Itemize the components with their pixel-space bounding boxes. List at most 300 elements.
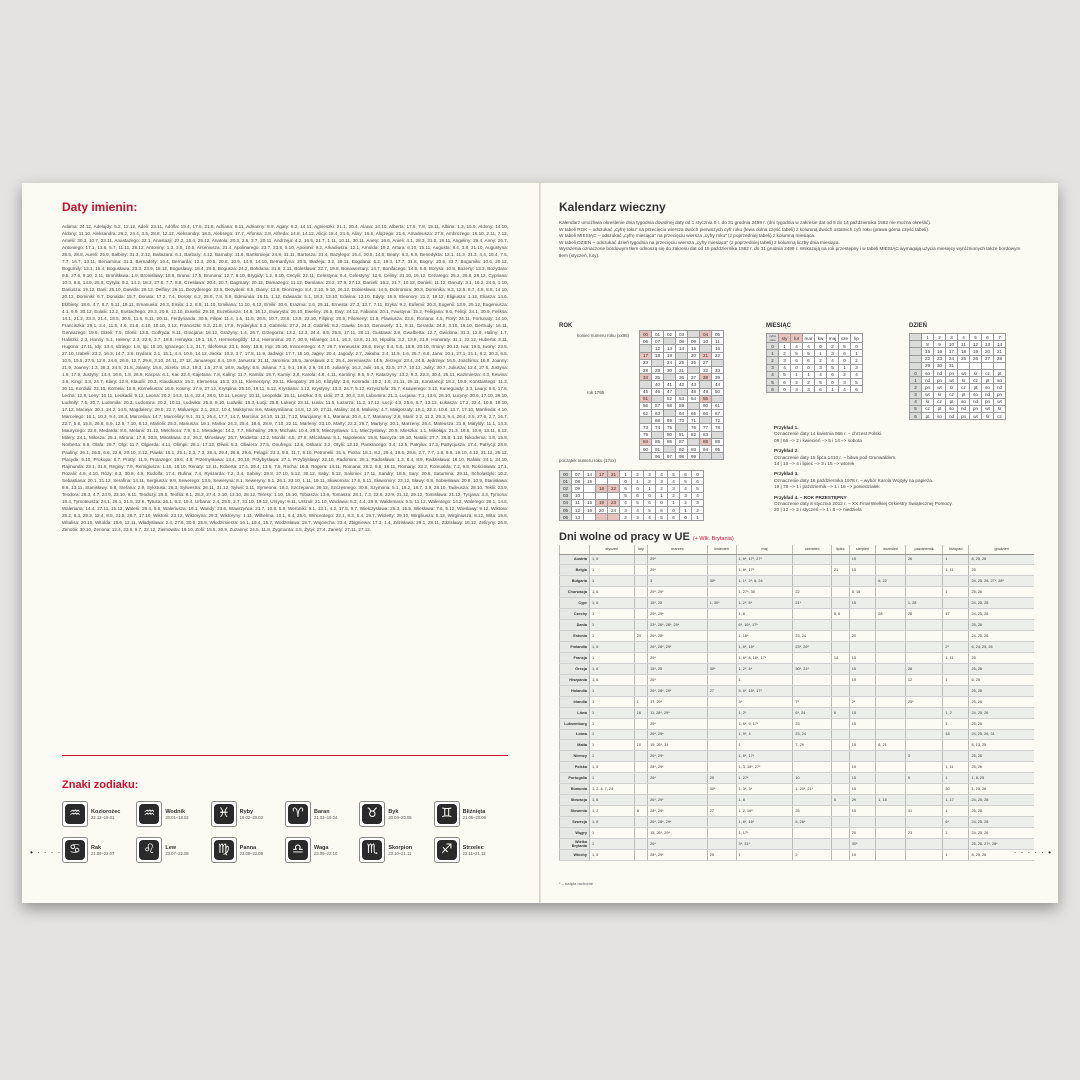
table-cell <box>831 620 849 631</box>
table-cell: 1, 8 <box>736 609 793 620</box>
table-cell: 16 <box>712 345 724 352</box>
table-cell: 69 <box>664 417 676 424</box>
table-cell <box>905 642 942 653</box>
table-cell: 60 <box>700 402 712 409</box>
table-cell <box>876 587 906 598</box>
gemini-icon: ♊ <box>437 804 457 824</box>
table-cell <box>634 587 647 598</box>
table-cell: 57 <box>652 402 664 409</box>
table-cell: 30* <box>849 838 876 849</box>
sagittarius-icon: ♐ <box>437 840 457 860</box>
table-cell: 8, 25, 26 <box>969 849 1034 860</box>
table-cell <box>876 652 906 663</box>
table-cell: 44 <box>712 381 724 388</box>
table-cell: 24 <box>634 631 647 642</box>
table-cell: 8, 21 <box>876 740 906 751</box>
table-cell <box>688 438 700 445</box>
table-row <box>767 371 863 378</box>
table-cell: 29* <box>648 652 708 663</box>
table-cell: 24 <box>946 355 958 362</box>
table-cell: 97 <box>664 453 676 460</box>
table-cell <box>910 355 922 362</box>
table-cell: 25 <box>793 806 831 817</box>
country-name: Rumunia <box>560 784 590 795</box>
zodiac-name: Rak <box>91 844 102 851</box>
name-days-title: Daty imienin: <box>62 200 138 214</box>
country-name: Czechy <box>560 609 590 620</box>
table-cell <box>831 587 849 598</box>
table-header-row <box>560 545 1035 554</box>
table-cell: 56 <box>640 402 652 409</box>
table-row <box>640 417 724 424</box>
table-cell: 1 <box>767 350 779 357</box>
taurus-icon: ♉ <box>362 804 382 824</box>
table-cell: 17 <box>946 348 958 355</box>
table-cell: 26*, 29* <box>648 751 708 762</box>
table-cell <box>831 718 849 729</box>
aquarius-icon: ♒ <box>65 804 85 824</box>
table-cell: so <box>970 391 982 398</box>
table-cell <box>876 674 906 685</box>
table-cell: 21 <box>831 565 849 576</box>
table-cell: 15 <box>849 663 876 674</box>
table-row <box>560 609 1035 620</box>
dzien-table <box>909 333 1006 420</box>
table-cell <box>707 565 736 576</box>
table-cell: 1, 28 <box>905 598 942 609</box>
table-row <box>560 696 1035 707</box>
table-cell: 06 <box>560 514 572 521</box>
table-cell <box>849 620 876 631</box>
table-cell: 6*, 16*, 17* <box>736 620 793 631</box>
zodiac-item <box>434 837 508 863</box>
table-cell: 15*, 25 <box>648 598 708 609</box>
table-cell <box>876 685 906 696</box>
table-cell <box>943 740 969 751</box>
table-cell <box>943 631 969 642</box>
table-cell: so <box>982 384 994 391</box>
table-cell <box>831 685 849 696</box>
table-cell: 4 <box>910 398 922 405</box>
table-row <box>560 707 1035 718</box>
table-cell: 80 <box>664 431 676 438</box>
table-cell: 13 <box>664 345 676 352</box>
table-cell: 1, 17 <box>943 795 969 806</box>
table-cell: 15 <box>849 554 876 565</box>
table-cell: 10 <box>793 773 831 784</box>
zodiac-item <box>359 801 433 827</box>
rok-annotation-top: koniec numeru roku (xx95) <box>577 333 629 338</box>
table-row <box>640 366 724 373</box>
table-cell: nd <box>970 398 982 405</box>
table-row <box>767 378 863 385</box>
zodiac-name: Wodnik <box>165 808 186 815</box>
table-cell <box>876 751 906 762</box>
table-cell <box>707 718 736 729</box>
table-cell: 15 <box>849 565 876 576</box>
table-cell: 2 <box>779 350 791 357</box>
table-cell: 3 <box>905 751 942 762</box>
table-cell: 1, 1*, 2*, 6, 24 <box>736 576 793 587</box>
table-cell: pn <box>922 384 934 391</box>
table-cell <box>664 374 676 381</box>
table-cell <box>876 663 906 674</box>
table-cell: 08 <box>676 338 688 345</box>
table-cell: 30 <box>664 366 676 373</box>
country-name: Francja <box>560 652 590 663</box>
instruction-paragraph: W tabeli ROK – odszukać „cyfrę roku” na przecięciu wiersza dwóch pierwszych cyfr roku (lewa dolna część tabeli) z kolumną dwóch ostatnich cyfr roku (prawa górna część tabeli). <box>559 226 930 232</box>
table-cell: 25* <box>905 696 942 707</box>
table-cell: 43 <box>688 381 700 388</box>
table-cell <box>910 362 922 369</box>
ue-holidays-title-text: Dni wolne od pracy w UE <box>559 531 690 543</box>
table-cell: 87 <box>676 438 688 445</box>
table-cell: 1, 11 <box>943 565 969 576</box>
table-header-cell: 6 <box>982 334 994 341</box>
table-cell: 24, 25, 26 <box>969 827 1034 838</box>
table-row <box>560 478 704 485</box>
table-cell: 5 <box>827 364 839 371</box>
table-cell <box>688 331 700 338</box>
table-cell: 1, 6*, 16* <box>736 642 793 653</box>
table-row <box>560 773 1035 784</box>
table-cell: 85 <box>652 438 664 445</box>
scorpio-icon: ♏ <box>362 840 382 860</box>
table-cell: 12 <box>572 506 584 513</box>
table-cell <box>876 631 906 642</box>
table-cell: 4 <box>791 343 803 350</box>
table-cell: 27 <box>707 685 736 696</box>
left-page <box>22 183 540 903</box>
table-cell: 31 <box>676 366 688 373</box>
table-cell <box>634 554 647 565</box>
table-cell <box>994 362 1006 369</box>
table-cell: 4 <box>803 343 815 350</box>
table-cell: 1 <box>827 386 839 393</box>
zodiac-icon-frame <box>359 837 385 863</box>
table-cell <box>905 740 942 751</box>
table-cell: pt <box>958 391 970 398</box>
table-cell <box>831 642 849 653</box>
example-calculation: 09 | 66 –> 2 i kwiecień –> 5 i 14 –> sobota <box>774 437 862 443</box>
table-row <box>560 652 1035 663</box>
table-cell: 23, 24 <box>793 631 831 642</box>
table-cell: 2 <box>620 514 632 521</box>
table-cell: 16 <box>584 506 596 513</box>
table-cell: 27 <box>700 359 712 366</box>
table-cell: 15 <box>849 806 876 817</box>
table-cell <box>700 453 712 460</box>
table-cell: 6 <box>767 386 779 393</box>
table-cell: pn <box>982 398 994 405</box>
table-cell: 1 <box>943 773 969 784</box>
table-cell: 36 <box>676 374 688 381</box>
table-cell: 62 <box>640 410 652 417</box>
table-cell: 05 <box>712 331 724 338</box>
table-cell: 6 <box>680 471 692 478</box>
zodiac-name: Bliźnięta <box>462 808 486 815</box>
zodiac-dates: 19.02–20.03 <box>239 814 263 820</box>
table-cell: 91 <box>652 446 664 453</box>
table-cell: 1, 6*, 16* <box>736 817 793 828</box>
table-cell <box>905 685 942 696</box>
table-cell: 6 <box>910 413 922 420</box>
table-cell: 1 <box>590 652 635 663</box>
country-name: Irlandia <box>560 696 590 707</box>
table-cell <box>634 817 647 828</box>
zodiac-item <box>62 837 136 863</box>
table-cell: 33 <box>712 366 724 373</box>
table-cell: 59 <box>676 402 688 409</box>
table-row <box>640 345 724 352</box>
table-cell: 1 <box>851 350 863 357</box>
table-cell: 14 <box>676 345 688 352</box>
table-cell: 8 <box>634 806 647 817</box>
table-cell: 1, 6 <box>590 598 635 609</box>
table-header-cell: wrzesień <box>876 545 906 554</box>
table-row <box>560 751 1035 762</box>
table-cell: 1 <box>943 718 969 729</box>
table-cell: 6, 22 <box>876 576 906 587</box>
table-header-cell: cze <box>839 334 851 343</box>
table-cell: 01 <box>652 331 664 338</box>
table-cell: 29* <box>648 565 708 576</box>
zodiac-name: Ryby <box>239 808 254 815</box>
ue-holidays-subtitle: (+ Wlk. Brytania) <box>692 536 734 542</box>
table-cell: 1 <box>590 609 635 620</box>
table-cell: cz <box>994 413 1006 420</box>
zodiac-text <box>314 845 337 856</box>
libra-icon: ♎ <box>288 840 308 860</box>
table-cell: 5 <box>668 471 680 478</box>
table-cell: 66 <box>700 410 712 417</box>
table-cell: 11 <box>958 341 970 348</box>
table-header-row <box>767 334 863 343</box>
table-cell: 1 <box>644 485 656 492</box>
table-cell: nd <box>946 413 958 420</box>
table-cell: cz <box>946 391 958 398</box>
table-cell: 90 <box>640 446 652 453</box>
table-cell: 30* <box>707 663 736 674</box>
table-cell: 25, 26 <box>969 620 1034 631</box>
leo-icon: ♌ <box>139 840 159 860</box>
table-cell: 21* <box>793 598 831 609</box>
ue-holidays-table <box>559 545 1034 861</box>
table-cell: 1 <box>590 685 635 696</box>
table-cell: 07 <box>572 471 584 478</box>
country-name: Szwecja <box>560 817 590 828</box>
table-cell: 3 <box>632 514 644 521</box>
table-header-cell: sty <box>779 334 791 343</box>
table-cell: wt <box>958 369 970 376</box>
table-cell: 06 <box>640 338 652 345</box>
table-cell: 15 <box>849 707 876 718</box>
table-row <box>560 587 1035 598</box>
table-cell: 3 <box>644 471 656 478</box>
table-cell: 17 <box>596 471 608 478</box>
table-cell <box>849 576 876 587</box>
table-cell: 1, 6 <box>590 642 635 653</box>
table-cell: 53 <box>676 395 688 402</box>
table-cell: 1, 6 <box>590 762 635 773</box>
zodiac-item <box>136 837 210 863</box>
table-cell: 63 <box>652 410 664 417</box>
zodiac-icon-frame <box>211 801 237 827</box>
table-cell: 18 <box>958 348 970 355</box>
table-header-cell: czerwiec <box>793 545 831 554</box>
table-cell <box>584 492 596 499</box>
table-cell: 10 <box>572 492 584 499</box>
table-cell: 51 <box>640 395 652 402</box>
country-name: Chorwacja <box>560 587 590 598</box>
instruction-paragraph: Wyrażenia oznaczone bordowym tłem odnoszą się do zakresu dat od 15 października 1582 r. do 31 grudnia 2499 r. Wskazują na rok przestępny i w tabeli MIESIĄC wymagają użycia miesięcy wyróżnionych także bordowym tłem (styczeń, luty). <box>559 246 1021 258</box>
table-cell: pn <box>946 369 958 376</box>
table-cell: cz <box>970 377 982 384</box>
table-cell: 1, 6 <box>590 795 635 806</box>
table-cell <box>634 598 647 609</box>
table-cell <box>707 674 736 685</box>
table-row <box>767 350 863 357</box>
country-name: Portugalia <box>560 773 590 784</box>
table-cell: 20 <box>849 827 876 838</box>
table-cell: 3 <box>680 492 692 499</box>
zodiac-dates: 21.03–19.04 <box>314 814 338 820</box>
table-row <box>910 413 1006 420</box>
table-cell: 29 <box>652 366 664 373</box>
table-cell: 1 <box>815 350 827 357</box>
table-header-cell: lip <box>851 334 863 343</box>
table-cell <box>905 729 942 740</box>
table-cell: 23 <box>793 718 831 729</box>
table-cell <box>707 631 736 642</box>
instruction-paragraph: Kalendarz umożliwia określenie dnia tygodnia dowolnej daty od 1 stycznia 0 r. do 31 grudnia 2499 r. (dni tygodnia w zakresie dat od 5 do 14 października 1582 nie można określić). <box>559 220 932 225</box>
table-cell: 3 <box>839 378 851 385</box>
table-cell <box>831 598 849 609</box>
table-cell: 13 <box>572 514 584 521</box>
table-cell: 1 <box>590 565 635 576</box>
right-page <box>540 183 1058 903</box>
table-row <box>560 506 704 513</box>
table-cell: 28 <box>876 609 906 620</box>
table-cell: 1, 2, 4, 7, 24 <box>590 784 635 795</box>
table-cell: 0 <box>656 499 668 506</box>
table-cell: 0 <box>910 369 922 376</box>
table-cell <box>707 827 736 838</box>
table-row <box>767 386 863 393</box>
table-cell: 0 <box>632 485 644 492</box>
table-cell: 17, 29* <box>648 696 708 707</box>
table-cell: 26 <box>688 359 700 366</box>
example-calculation: 20 | 12 –> 2 i styczeń –> 1 i 8 –> niedziela <box>774 507 862 513</box>
table-row <box>910 405 1006 412</box>
table-cell: 29*, 29* <box>648 609 708 620</box>
table-cell <box>634 773 647 784</box>
table-cell <box>831 663 849 674</box>
table-cell: 23*, 26*, 28*, 29* <box>648 620 708 631</box>
table-cell: 6 <box>791 357 803 364</box>
table-cell <box>876 554 906 565</box>
table-cell: 1 <box>590 751 635 762</box>
table-cell: 7, 29 <box>793 740 831 751</box>
table-cell: 6 <box>644 499 656 506</box>
table-cell: 1 <box>590 773 635 784</box>
table-row <box>560 620 1035 631</box>
table-cell: 09 <box>572 485 584 492</box>
table-cell: wt <box>970 413 982 420</box>
zodiac-dates: 20.01–18.02 <box>165 814 189 820</box>
example-title: Przykład 1. <box>774 425 799 430</box>
table-cell: 24 <box>608 506 620 513</box>
table-cell <box>793 565 831 576</box>
table-cell <box>831 773 849 784</box>
table-cell: 1, 2 <box>943 707 969 718</box>
table-cell: 23 <box>934 355 946 362</box>
table-cell: 15 <box>849 762 876 773</box>
table-cell: 5, 15 <box>849 587 876 598</box>
table-cell <box>652 431 664 438</box>
table-row <box>560 642 1035 653</box>
table-cell: 0 <box>791 364 803 371</box>
table-cell: 09 <box>688 338 700 345</box>
table-cell: 5 <box>620 492 632 499</box>
table-cell: 04 <box>560 499 572 506</box>
table-cell <box>640 381 652 388</box>
table-cell: 41 <box>664 381 676 388</box>
table-cell: 1 <box>668 499 680 506</box>
table-cell: 3 <box>791 386 803 393</box>
table-row <box>560 849 1035 860</box>
table-row <box>560 485 704 492</box>
table-cell: 18 <box>943 729 969 740</box>
table-cell: 21 <box>994 348 1006 355</box>
table-cell: 1, 2 <box>590 806 635 817</box>
table-cell: 29* <box>648 718 708 729</box>
table-cell: 6 <box>692 478 704 485</box>
table-cell <box>831 631 849 642</box>
table-cell: 28 <box>905 663 942 674</box>
table-cell <box>584 485 596 492</box>
table-row <box>910 355 1006 362</box>
table-cell: 3 <box>827 350 839 357</box>
table-cell: 35 <box>652 374 664 381</box>
table-cell <box>634 620 647 631</box>
table-cell: 19, 26*, 31 <box>648 740 708 751</box>
table-cell: 3 <box>656 478 668 485</box>
table-cell: 34 <box>640 374 652 381</box>
table-cell: 0 <box>851 343 863 350</box>
country-name: Słowacja <box>560 795 590 806</box>
table-cell: 26*, 29* <box>648 729 708 740</box>
table-cell: 25, 26 <box>969 762 1034 773</box>
table-row <box>640 381 724 388</box>
table-cell <box>634 609 647 620</box>
table-cell: 54 <box>688 395 700 402</box>
table-cell: 38 <box>700 374 712 381</box>
table-cell: 1 <box>791 371 803 378</box>
table-cell: 00 <box>560 471 572 478</box>
table-row <box>560 565 1035 576</box>
country-name: Grecja <box>560 663 590 674</box>
table-cell: 28 <box>905 609 942 620</box>
table-cell <box>793 554 831 565</box>
table-cell <box>876 806 906 817</box>
table-row <box>910 369 1006 376</box>
zodiac-name: Byk <box>388 808 399 815</box>
table-cell: 4 <box>851 371 863 378</box>
table-row <box>910 384 1006 391</box>
table-cell: 15*, 25 <box>648 663 708 674</box>
table-cell: 70 <box>676 417 688 424</box>
